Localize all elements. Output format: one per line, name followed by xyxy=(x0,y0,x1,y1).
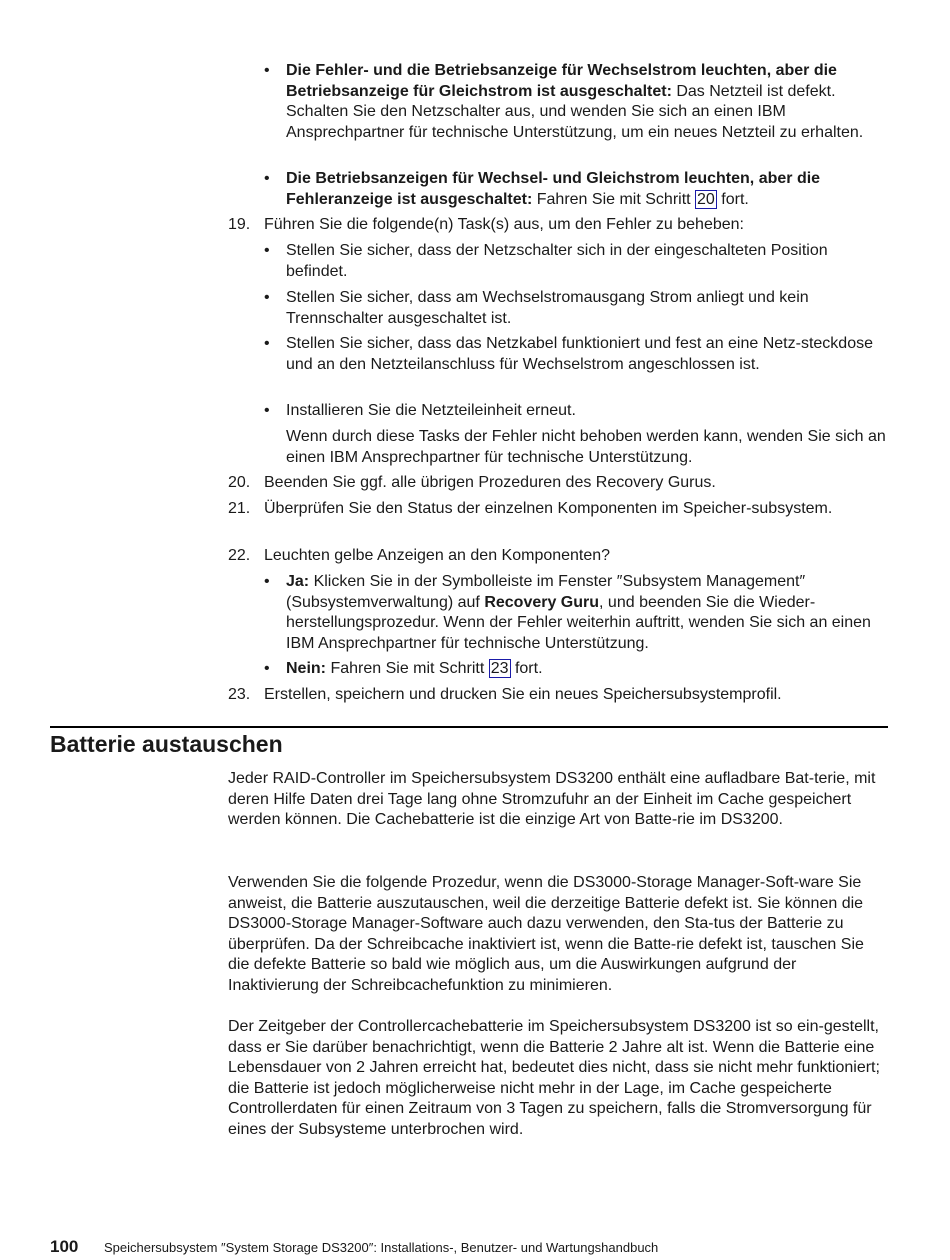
step-number: 21. xyxy=(228,500,251,517)
bullet-marker: • xyxy=(264,170,270,187)
step-text: Beenden Sie ggf. alle übrigen Prozeduren des Recovery Gurus. xyxy=(264,474,716,491)
bullet-marker: • xyxy=(264,62,270,79)
step-text: Erstellen, speichern und drucken Sie ein neues Speichersubsystemprofil. xyxy=(264,686,782,703)
bullet-item: Installieren Sie die Netzteileinheit erneut. xyxy=(286,402,576,419)
bullet-marker: • xyxy=(264,289,270,306)
step-number: 23. xyxy=(228,686,251,703)
step-text: Führen Sie die folgende(n) Task(s) aus, um den Fehler zu beheben: xyxy=(264,216,744,233)
bullet-item: Ja: Klicken Sie in der Symbolleiste im Fenster ″Subsystem Management″ (Subsystemverwaltung) auf Recovery Guru, und beenden Sie die Wieder-herstellungsprozedur. Wenn der Fehler weiterhin auftritt, wenden Sie sich an einen IBM Ansprechpartner für technische Unterstützung. xyxy=(286,573,871,652)
bullet-item: Stellen Sie sicher, dass das Netzkabel funktioniert und fest an eine Netz-steckdose und an den Netzteilanschluss für Wechselstrom angeschlossen ist. xyxy=(286,335,873,373)
bullet-item: Nein: Fahren Sie mit Schritt 23 fort. xyxy=(286,660,543,677)
page-number: 100 xyxy=(50,1237,79,1256)
bullet-marker: • xyxy=(264,660,270,677)
bullet-item: Die Fehler- und die Betriebsanzeige für Wechselstrom leuchten, aber die Betriebsanzeige für Gleichstrom ist ausgeschaltet: Das Netzteil ist defekt. Schalten Sie den Netzschalter aus, und wenden Sie sich an einen IBM Ansprechpartner für technische Unterstützung, um ein neues Netzteil zu erhalten. xyxy=(286,62,864,141)
bullet-marker: • xyxy=(264,402,270,419)
step-23-link[interactable]: 23 xyxy=(490,660,509,677)
bullet-item: Stellen Sie sicher, dass der Netzschalter sich in der eingeschalteten Position befindet. xyxy=(286,242,828,280)
section-rule xyxy=(50,726,888,728)
paragraph: Jeder RAID-Controller im Speichersubsystem DS3200 enthält eine aufladbare Bat-terie, mit deren Hilfe Daten drei Tage lang ohne Stromzufuhr an der Einheit im Cache gespeichert werden können. Die Cachebatterie ist die einzige Art von Batte-rie im DS3200. xyxy=(228,770,876,829)
bullet-item: Die Betriebsanzeigen für Wechsel- und Gleichstrom leuchten, aber die Fehleranzeige ist ausgeschaltet: Fahren Sie mit Schritt 20 fort. xyxy=(286,170,821,208)
step-20-link[interactable]: 20 xyxy=(697,190,715,208)
step-number: 22. xyxy=(228,547,251,564)
footer-title: Speichersubsystem ″System Storage DS3200″: Installations-, Benutzer- und Wartungshandbuch xyxy=(104,1240,659,1255)
bullet-item: Stellen Sie sicher, dass am Wechselstromausgang Strom anliegt und kein Trennschalter ausgeschaltet ist. xyxy=(286,289,809,327)
step-note: Wenn durch diese Tasks der Fehler nicht behoben werden kann, wenden Sie sich an einen IBM Ansprechpartner für technische Unterstützung. xyxy=(286,428,886,466)
paragraph: Verwenden Sie die folgende Prozedur, wenn die DS3000-Storage Manager-Soft-ware Sie anweist, die Batterie auszutauschen, weil die derzeitige Batterie defekt ist. Sie können die DS3000-Storage Manager-Software auch dazu verwenden, den Sta-tus der Batterie zu überprüfen. Da der Schreibcache inaktiviert ist, wenn die Batte-rie defekt ist, tauschen Sie die defekte Batterie so bald wie möglich aus, um die Auswirkungen aufgrund der Inaktivierung der Schreibcachefunktion zu minimieren. xyxy=(228,874,864,994)
bullet-marker: • xyxy=(264,573,270,590)
step-number: 19. xyxy=(228,216,251,233)
bullet-marker: • xyxy=(264,335,270,352)
bullet-marker: • xyxy=(264,242,270,259)
step-text: Überprüfen Sie den Status der einzelnen Komponenten im Speicher-subsystem. xyxy=(264,500,833,517)
section-heading: Batterie austauschen xyxy=(50,731,283,757)
step-text: Leuchten gelbe Anzeigen an den Komponenten? xyxy=(264,547,611,564)
step-number: 20. xyxy=(228,474,251,491)
paragraph: Der Zeitgeber der Controllercachebatterie im Speichersubsystem DS3200 ist so ein-gestellt, dass er Sie darüber benachrichtigt, wenn die Batterie 2 Jahre alt ist. Wenn die Batterie eine Lebensdauer von 2 Jahren erreicht hat, bedeutet dies nicht, dass sie nicht mehr funktioniert; die Batterie ist jedoch möglicherweise nicht mehr in der Lage, im Cache gespeicherte Controllerdaten für einen Zeitraum von 3 Tagen zu speichern, falls die Stromversorgung für eines der Subsysteme unterbrochen wird. xyxy=(228,1018,880,1138)
